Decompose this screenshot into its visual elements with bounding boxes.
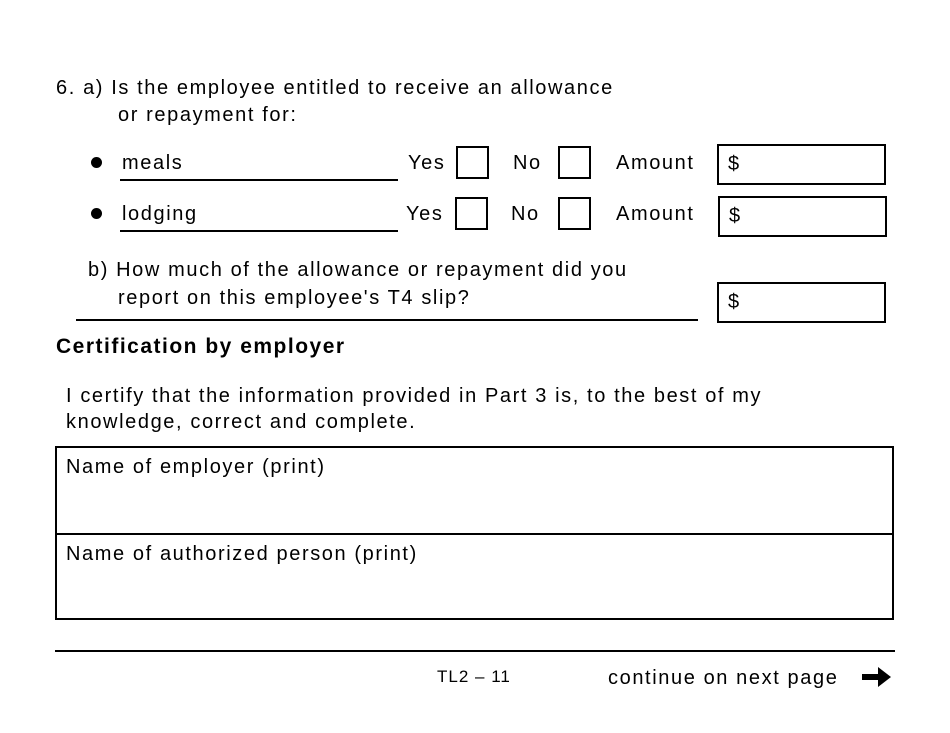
divider <box>55 650 895 652</box>
employer-name-label: Name of employer (print) <box>66 456 326 478</box>
continue-text: continue on next page <box>608 667 839 689</box>
arrow-right-icon <box>862 664 892 690</box>
certification-statement-line1: I certify that the information provided in Part 3 is, to the best of my <box>66 385 763 407</box>
form-code: TL2 – 11 <box>437 667 511 686</box>
item-label-lodging: lodging <box>122 203 198 225</box>
t4-amount-field[interactable] <box>717 282 886 323</box>
underline <box>76 319 698 321</box>
underline <box>120 179 398 181</box>
amount-label: Amount <box>616 152 695 174</box>
underline <box>120 230 398 232</box>
authorized-person-label: Name of authorized person (print) <box>66 543 418 565</box>
meals-yes-checkbox[interactable] <box>456 146 489 179</box>
question-6b-label-line2: report on this employee's T4 slip? <box>118 287 471 309</box>
certification-heading: Certification by employer <box>56 335 346 358</box>
question-6-label: 6. a) Is the employee entitled to receive an allowance <box>56 77 614 99</box>
lodging-amount-field[interactable] <box>718 196 887 237</box>
bullet-icon <box>91 208 102 219</box>
no-label: No <box>511 203 540 225</box>
meals-no-checkbox[interactable] <box>558 146 591 179</box>
employer-name-field[interactable] <box>55 446 894 535</box>
meals-amount-field[interactable] <box>717 144 886 185</box>
question-6a-label-line2: or repayment for: <box>118 104 298 126</box>
authorized-person-name-field[interactable] <box>55 533 894 620</box>
bullet-icon <box>91 157 102 168</box>
no-label: No <box>513 152 542 174</box>
yes-label: Yes <box>408 152 446 174</box>
certification-statement-line2: knowledge, correct and complete. <box>66 411 417 433</box>
lodging-no-checkbox[interactable] <box>558 197 591 230</box>
item-label-meals: meals <box>122 152 184 174</box>
yes-label: Yes <box>406 203 444 225</box>
currency-symbol: $ <box>728 291 740 313</box>
amount-label: Amount <box>616 203 695 225</box>
question-6b-label: b) How much of the allowance or repayment did you <box>88 259 628 281</box>
currency-symbol: $ <box>729 205 741 227</box>
lodging-yes-checkbox[interactable] <box>455 197 488 230</box>
currency-symbol: $ <box>728 153 740 175</box>
